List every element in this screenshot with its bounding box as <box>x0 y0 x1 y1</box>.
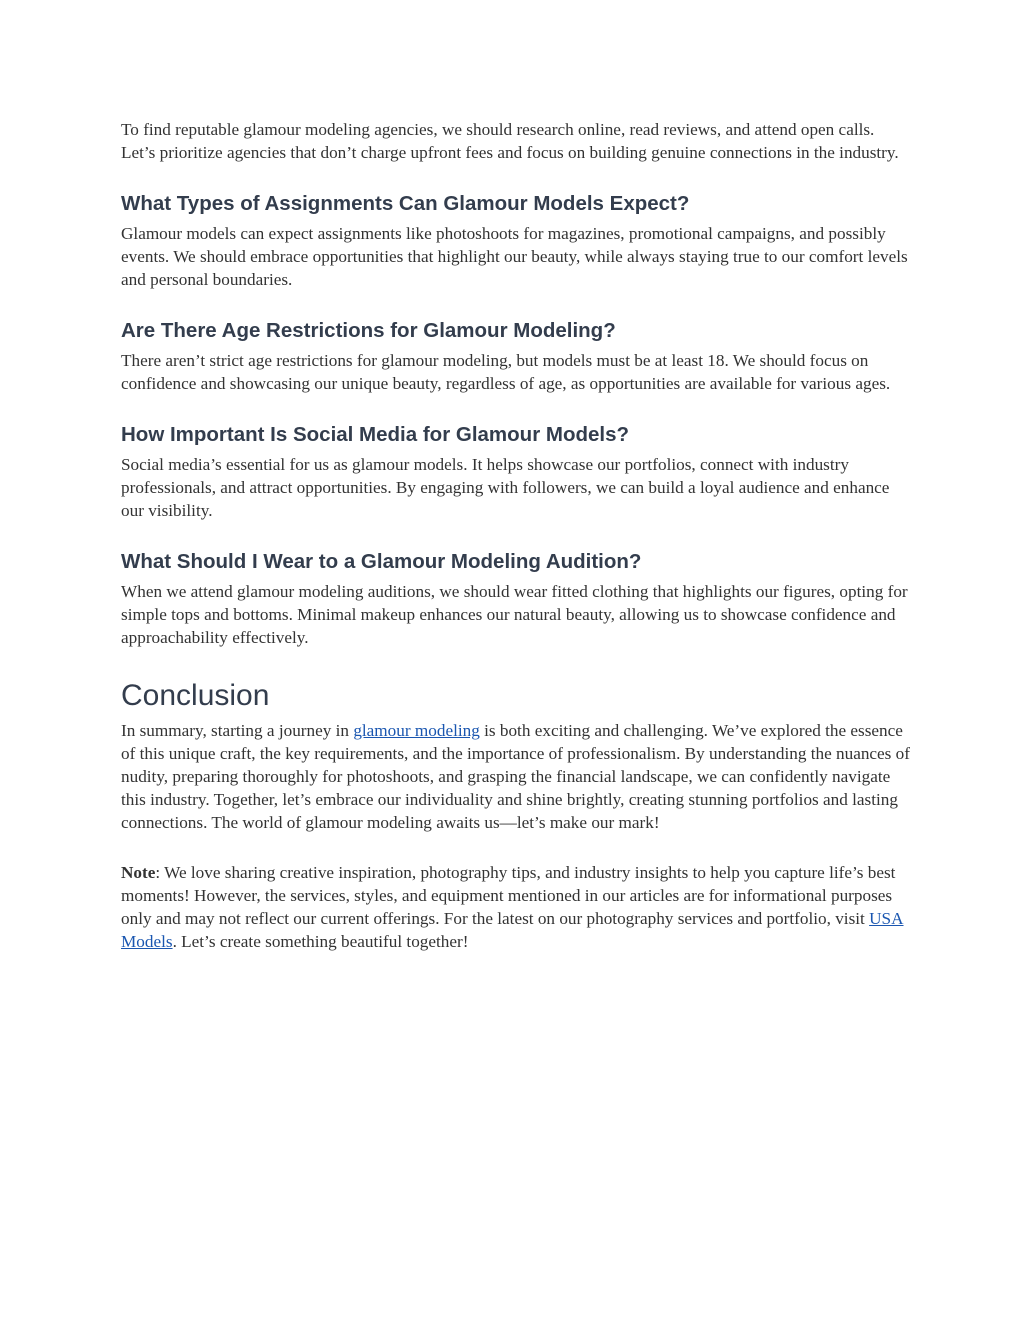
faq-answer: There aren’t strict age restrictions for glamour modeling, but models must be at least 18. We should focus on confidence and showcasing our unique beauty, regardless of age, as opportunities are available for various ages. <box>121 351 891 393</box>
faq-heading: What Should I Wear to a Glamour Modeling Audition? <box>121 550 642 573</box>
faq-section-audition-wear <box>121 549 911 649</box>
note-text-end: . Let’s create something beautiful together! <box>172 932 469 951</box>
faq-heading: Are There Age Restrictions for Glamour Modeling? <box>121 319 616 342</box>
faq-answer: Social media’s essential for us as glamour models. It helps showcase our portfolios, connect with industry professionals, and attract opportunities. By engaging with followers, we can build a loyal audience and enhance our visibility. <box>121 455 890 520</box>
intro-paragraph: To find reputable glamour modeling agencies, we should research online, read reviews, and attend open calls. Let’s prioritize agencies that don’t charge upfront fees and focus on building genuine connections in the industry. <box>121 120 899 162</box>
glamour-modeling-link[interactable]: glamour modeling <box>353 721 480 740</box>
note-text-start: : We love sharing creative inspiration, photography tips, and industry insights to help you capture life’s best moments! However, the services, styles, and equipment mentioned in our articles are for informational purposes only and may not reflect our current offerings. For the latest on our photography services and portfolio, visit <box>121 863 896 928</box>
conclusion-text-end: is both exciting and challenging. We’ve explored the essence of this unique craft, the key requirements, and the importance of professionalism. By understanding the nuances of nudity, preparing thoroughly for photoshoots, and grasping the financial landscape, we can confidently navigate this industry. Together, let’s embrace our individuality and shine brightly, creating stunning portfolios and lasting connections. The world of glamour modeling awaits us—let’s make our mark! <box>121 721 910 832</box>
faq-section-assignments <box>121 191 911 291</box>
faq-section-age <box>121 318 911 395</box>
usa-models-link[interactable]: USA Models <box>121 909 904 951</box>
faq-answer: When we attend glamour modeling auditions, we should wear fitted clothing that highlights our figures, opting for simple tops and bottoms. Minimal makeup enhances our natural beauty, allowing us to showcase confidence and approachability effectively. <box>121 582 908 647</box>
note-paragraph <box>121 861 911 953</box>
conclusion-paragraph <box>121 719 911 834</box>
faq-heading: How Important Is Social Media for Glamour Models? <box>121 423 630 446</box>
document-page <box>121 118 911 953</box>
faq-answer: Glamour models can expect assignments like photoshoots for magazines, promotional campaigns, and possibly events. We should embrace opportunities that highlight our beauty, while always staying true to our comfort levels and personal boundaries. <box>121 224 908 289</box>
conclusion-heading: Conclusion <box>121 679 270 712</box>
conclusion-text-start: In summary, starting a journey in <box>121 721 354 740</box>
faq-heading: What Types of Assignments Can Glamour Models Expect? <box>121 192 690 215</box>
note-label: Note <box>121 863 156 882</box>
faq-section-social-media <box>121 422 911 522</box>
